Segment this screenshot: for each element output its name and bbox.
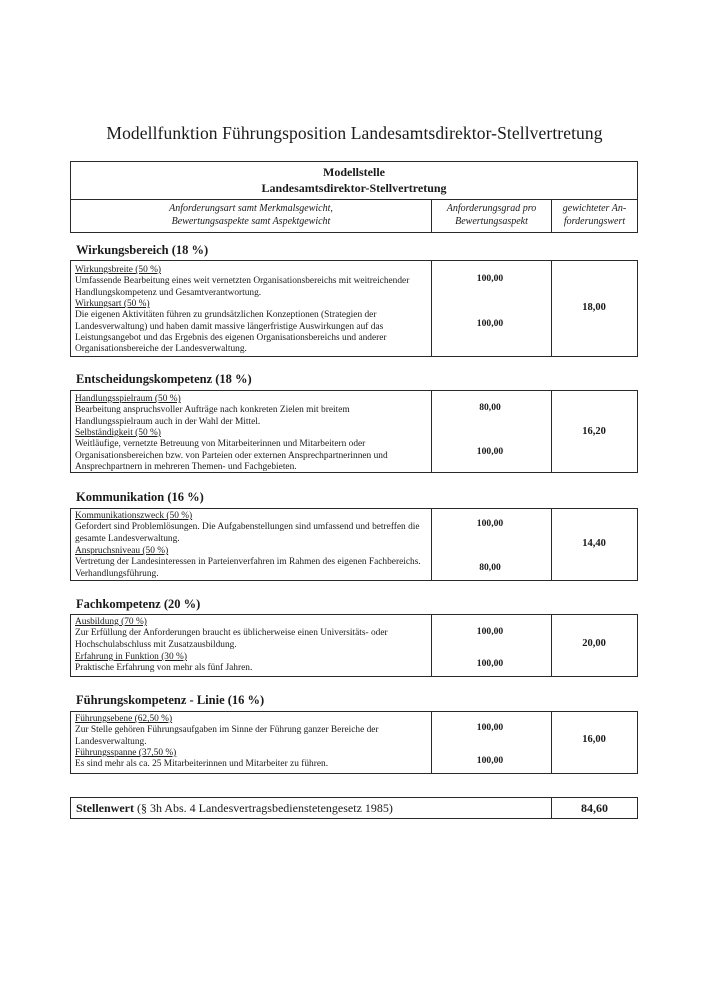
grade-ausbildung: 100,00 bbox=[476, 626, 504, 637]
criterion-ausbildung: Ausbildung (70 %) Zur Erfüllung der Anforderungen braucht es üblicherweise einen Universitäts- oder Hochschulabschluss mit Zusatzausbildung. bbox=[75, 617, 388, 650]
page-title: Modellfunktion Führungsposition Landesamtsdirektor-Stellvertretung bbox=[106, 123, 603, 143]
grade-erfahrung-in-funktion: 100,00 bbox=[476, 658, 504, 669]
header-col-criteria: Anforderungsart samt Merkmalsgewicht, Bewertungsaspekte samt Aspektgewicht bbox=[169, 203, 333, 227]
total-box bbox=[70, 797, 638, 819]
header-col-grade: Anforderungsgrad pro Bewertungsaspekt bbox=[446, 203, 537, 227]
grade-wirkungsbreite: 100,00 bbox=[476, 273, 504, 284]
criterion-kommunikationszweck: Kommunikationszweck (50 %) Gefordert sind Problemlösungen. Die Aufgabenstellungen sind umfassend und betreffen die gesamte Landesverwaltung. bbox=[75, 511, 420, 544]
header-line-1: Modellstelle bbox=[323, 165, 385, 179]
weighted-entscheidungskompetenz: 16,20 bbox=[582, 426, 606, 437]
grade-wirkungsart: 100,00 bbox=[476, 318, 504, 329]
grade-fuehrungsspanne: 100,00 bbox=[476, 755, 504, 766]
header-col-weighted: gewichteter An- forderungswert bbox=[562, 203, 627, 227]
header-box bbox=[70, 161, 638, 233]
grade-anspruchsniveau: 80,00 bbox=[479, 562, 501, 573]
criterion-wirkungsart: Wirkungsart (50 %) Die eigenen Aktivitäten führen zu grundsätzlichen Konzeptionen (Strategien der Landesverwaltung) und haben damit massive längerfristige Auswirkungen auf das Leistungsangebot und das Ergebnis des eigenen Organisationsbereichs und anderer Organisationsbereiche der Landesverwaltung. bbox=[75, 299, 387, 355]
criterion-selbstaendigkeit: Selbständigkeit (50 %) Weitläufige, vernetzte Betreuung von Mitarbeiterinnen und Mitarbeitern oder Organisationsbereichen bzw. von Parteien oder externen Ansprechpartnerinnen und Ansprechpartnern in mehreren Themen- und Fachgebieten. bbox=[75, 428, 388, 472]
grade-kommunikationszweck: 100,00 bbox=[476, 518, 504, 529]
criterion-wirkungsbreite: Wirkungsbreite (50 %) Umfassende Bearbeitung eines weit vernetzten Organisationsbereichs mit weitreichender Handlungskompetenz und Gesamtverantwortung. bbox=[75, 265, 410, 298]
criterion-erfahrung-in-funktion: Erfahrung in Funktion (30 %) Praktische Erfahrung von mehr als fünf Jahren. bbox=[75, 652, 253, 674]
weighted-wirkungsbereich: 18,00 bbox=[582, 302, 606, 313]
criterion-handlungsspielraum: Handlungsspielraum (50 %) Bearbeitung anspruchsvoller Aufträge nach konkreten Zielen mit breitem Handlungsspielraum auch in der Wahl der Mittel. bbox=[75, 394, 350, 427]
section-heading-fachkompetenz: Fachkompetenz (20 %) bbox=[76, 597, 201, 611]
header-line-2: Landesamtsdirektor-Stellvertretung bbox=[261, 181, 447, 195]
section-heading-wirkungsbereich: Wirkungsbereich (18 %) bbox=[76, 243, 209, 257]
weighted-fachkompetenz: 20,00 bbox=[582, 638, 606, 649]
section-heading-entscheidungskompetenz: Entscheidungskompetenz (18 %) bbox=[76, 372, 252, 386]
grade-selbstaendigkeit: 100,00 bbox=[476, 446, 504, 457]
weighted-fuehrungskompetenz: 16,00 bbox=[582, 734, 606, 745]
criterion-fuehrungsebene: Führungsebene (62,50 %) Zur Stelle gehören Führungsaufgaben im Sinne der Führung ganzer Bereiche der Landesverwaltung. bbox=[75, 714, 379, 747]
criterion-fuehrungsspanne: Führungsspanne (37,50 %) Es sind mehr als ca. 25 Mitarbeiterinnen und Mitarbeiter zu führen. bbox=[75, 748, 329, 770]
section-heading-fuehrungskompetenz: Führungskompetenz - Linie (16 %) bbox=[76, 693, 265, 707]
grade-fuehrungsebene: 100,00 bbox=[476, 722, 504, 733]
criterion-anspruchsniveau: Anspruchsniveau (50 %) Vertretung der Landesinteressen in Parteienverfahren im Rahmen des eigenen Fachbereichs. Verhandlungsführung. bbox=[75, 546, 421, 579]
total-value: 84,60 bbox=[581, 801, 608, 815]
grade-handlungsspielraum: 80,00 bbox=[479, 402, 501, 413]
section-heading-kommunikation: Kommunikation (16 %) bbox=[76, 490, 204, 504]
weighted-kommunikation: 14,40 bbox=[582, 538, 606, 549]
total-label: Stellenwert (§ 3h Abs. 4 Landesvertragsbedienstetengesetz 1985) bbox=[76, 801, 393, 815]
